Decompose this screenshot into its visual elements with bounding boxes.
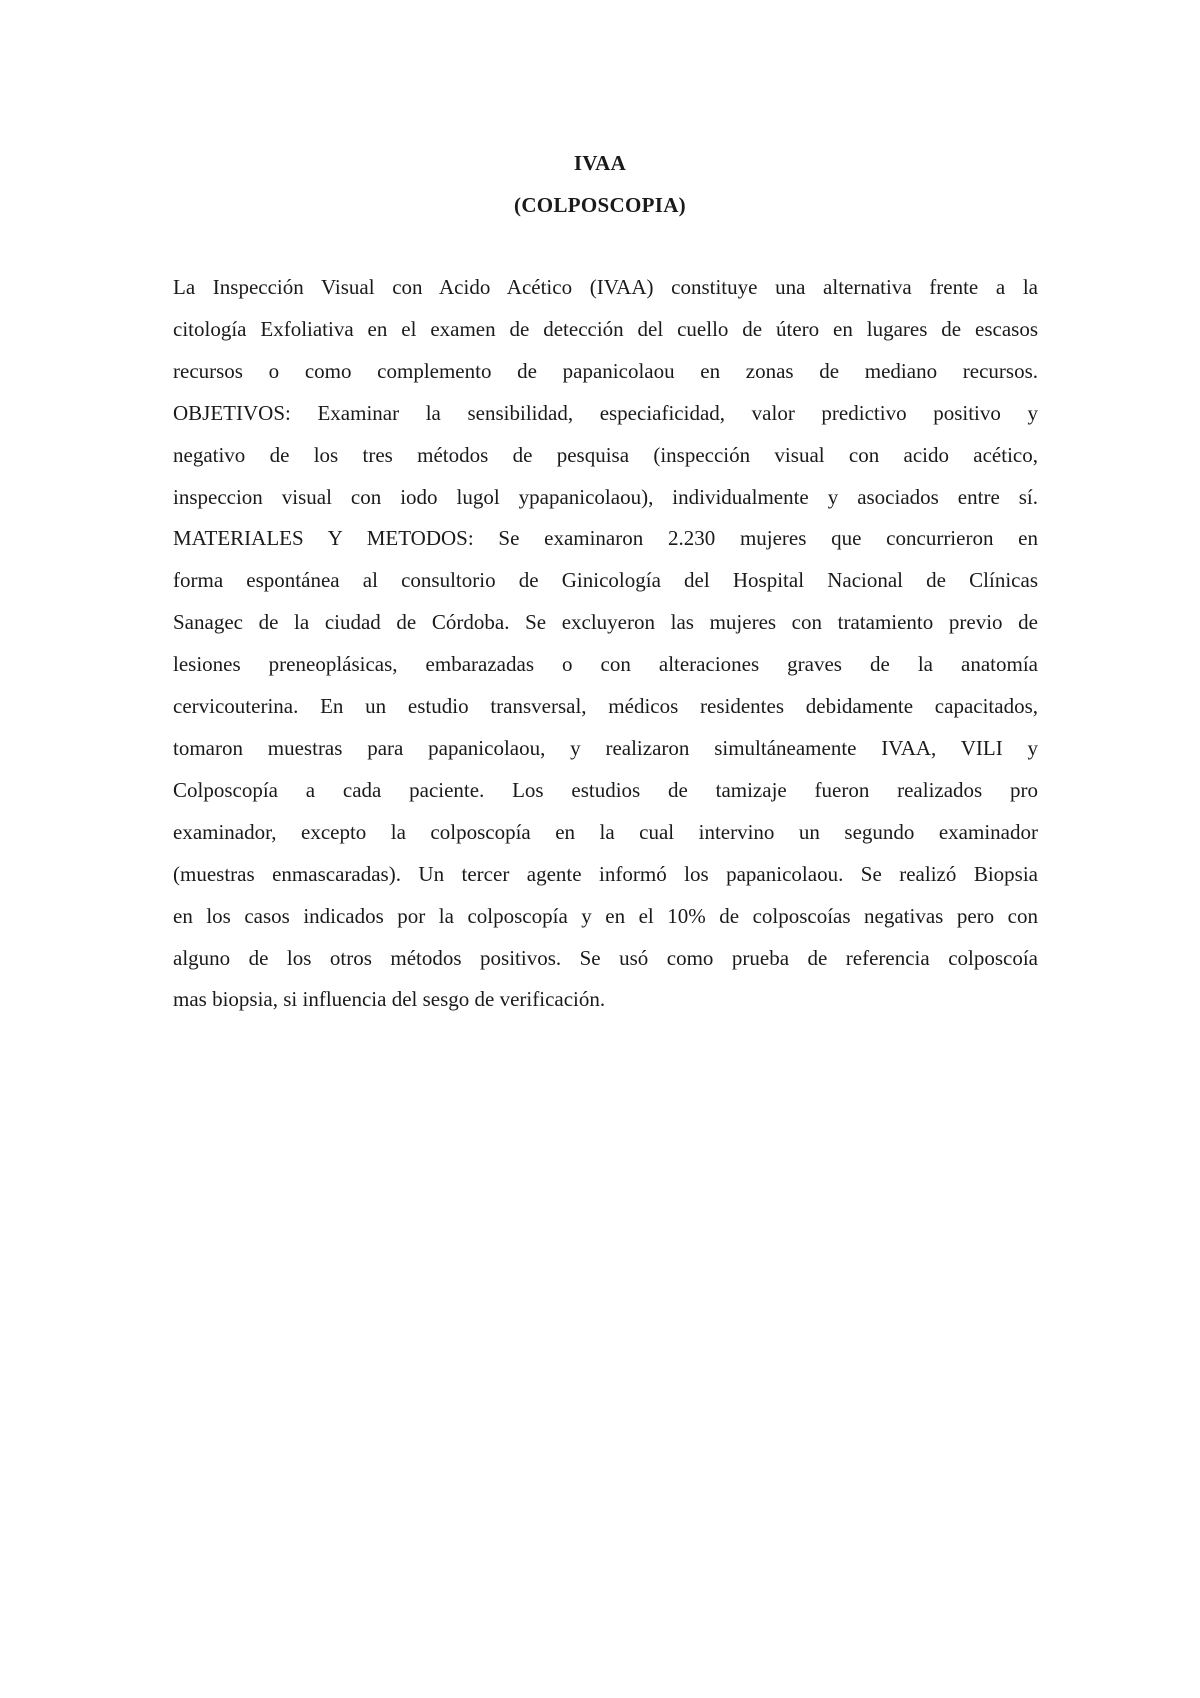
paragraph-line: La Inspección Visual con Acido Acético (IVAA) constituye una alternativa frente a la	[173, 275, 1038, 299]
document-title: IVAA	[573, 151, 627, 175]
paragraph-line: (muestras enmascaradas). Un tercer agente informó los papanicolaou. Se realizó Biopsia	[173, 861, 1038, 886]
document-subtitle: (COLPOSCOPIA)	[514, 193, 686, 217]
paragraph-line: inspeccion visual con iodo lugol ypapanicolaou), individualmente y asociados entre sí.	[173, 484, 1038, 509]
paragraph-line: tomaron muestras para papanicolaou, y realizaron simultáneamente IVAA, VILI y	[173, 735, 1038, 760]
paragraph-line: forma espontánea al consultorio de Ginicología del Hospital Nacional de Clínicas	[173, 568, 1038, 593]
paragraph-line: Sanagec de la ciudad de Córdoba. Se excluyeron las mujeres con tratamiento previo de	[173, 610, 1038, 635]
paragraph-line: examinador, excepto la colposcopía en la cual intervino un segundo examinador	[173, 819, 1038, 844]
paragraph-line: negativo de los tres métodos de pesquisa (inspección visual con acido acético,	[173, 442, 1038, 467]
paragraph-line: Colposcopía a cada paciente. Los estudios de tamizaje fueron realizados pro	[173, 777, 1038, 802]
paragraph-line: MATERIALES Y METODOS: Se examinaron 2.230 mujeres que concurrieron en	[173, 526, 1038, 551]
paragraph-line: cervicouterina. En un estudio transversal, médicos residentes debidamente capacitados,	[173, 694, 1038, 719]
title-block	[0, 142, 1200, 226]
paragraph-line: mas biopsia, si influencia del sesgo de verificación.	[173, 987, 606, 1012]
paragraph-line: en los casos indicados por la colposcopía y en el 10% de colposcoías negativas pero con	[173, 903, 1038, 928]
paragraph-line: citología Exfoliativa en el examen de detección del cuello de útero en lugares de escasos	[173, 316, 1038, 341]
paragraph-line: OBJETIVOS: Examinar la sensibilidad, especiaficidad, valor predictivo positivo y	[173, 400, 1038, 425]
paragraph-line: alguno de los otros métodos positivos. Se usó como prueba de referencia colposcoía	[173, 945, 1038, 970]
paragraph-line: lesiones preneoplásicas, embarazadas o con alteraciones graves de la anatomía	[173, 652, 1038, 677]
abstract-paragraph	[173, 267, 1038, 1021]
paragraph-line: recursos o como complemento de papanicolaou en zonas de mediano recursos.	[173, 358, 1038, 383]
